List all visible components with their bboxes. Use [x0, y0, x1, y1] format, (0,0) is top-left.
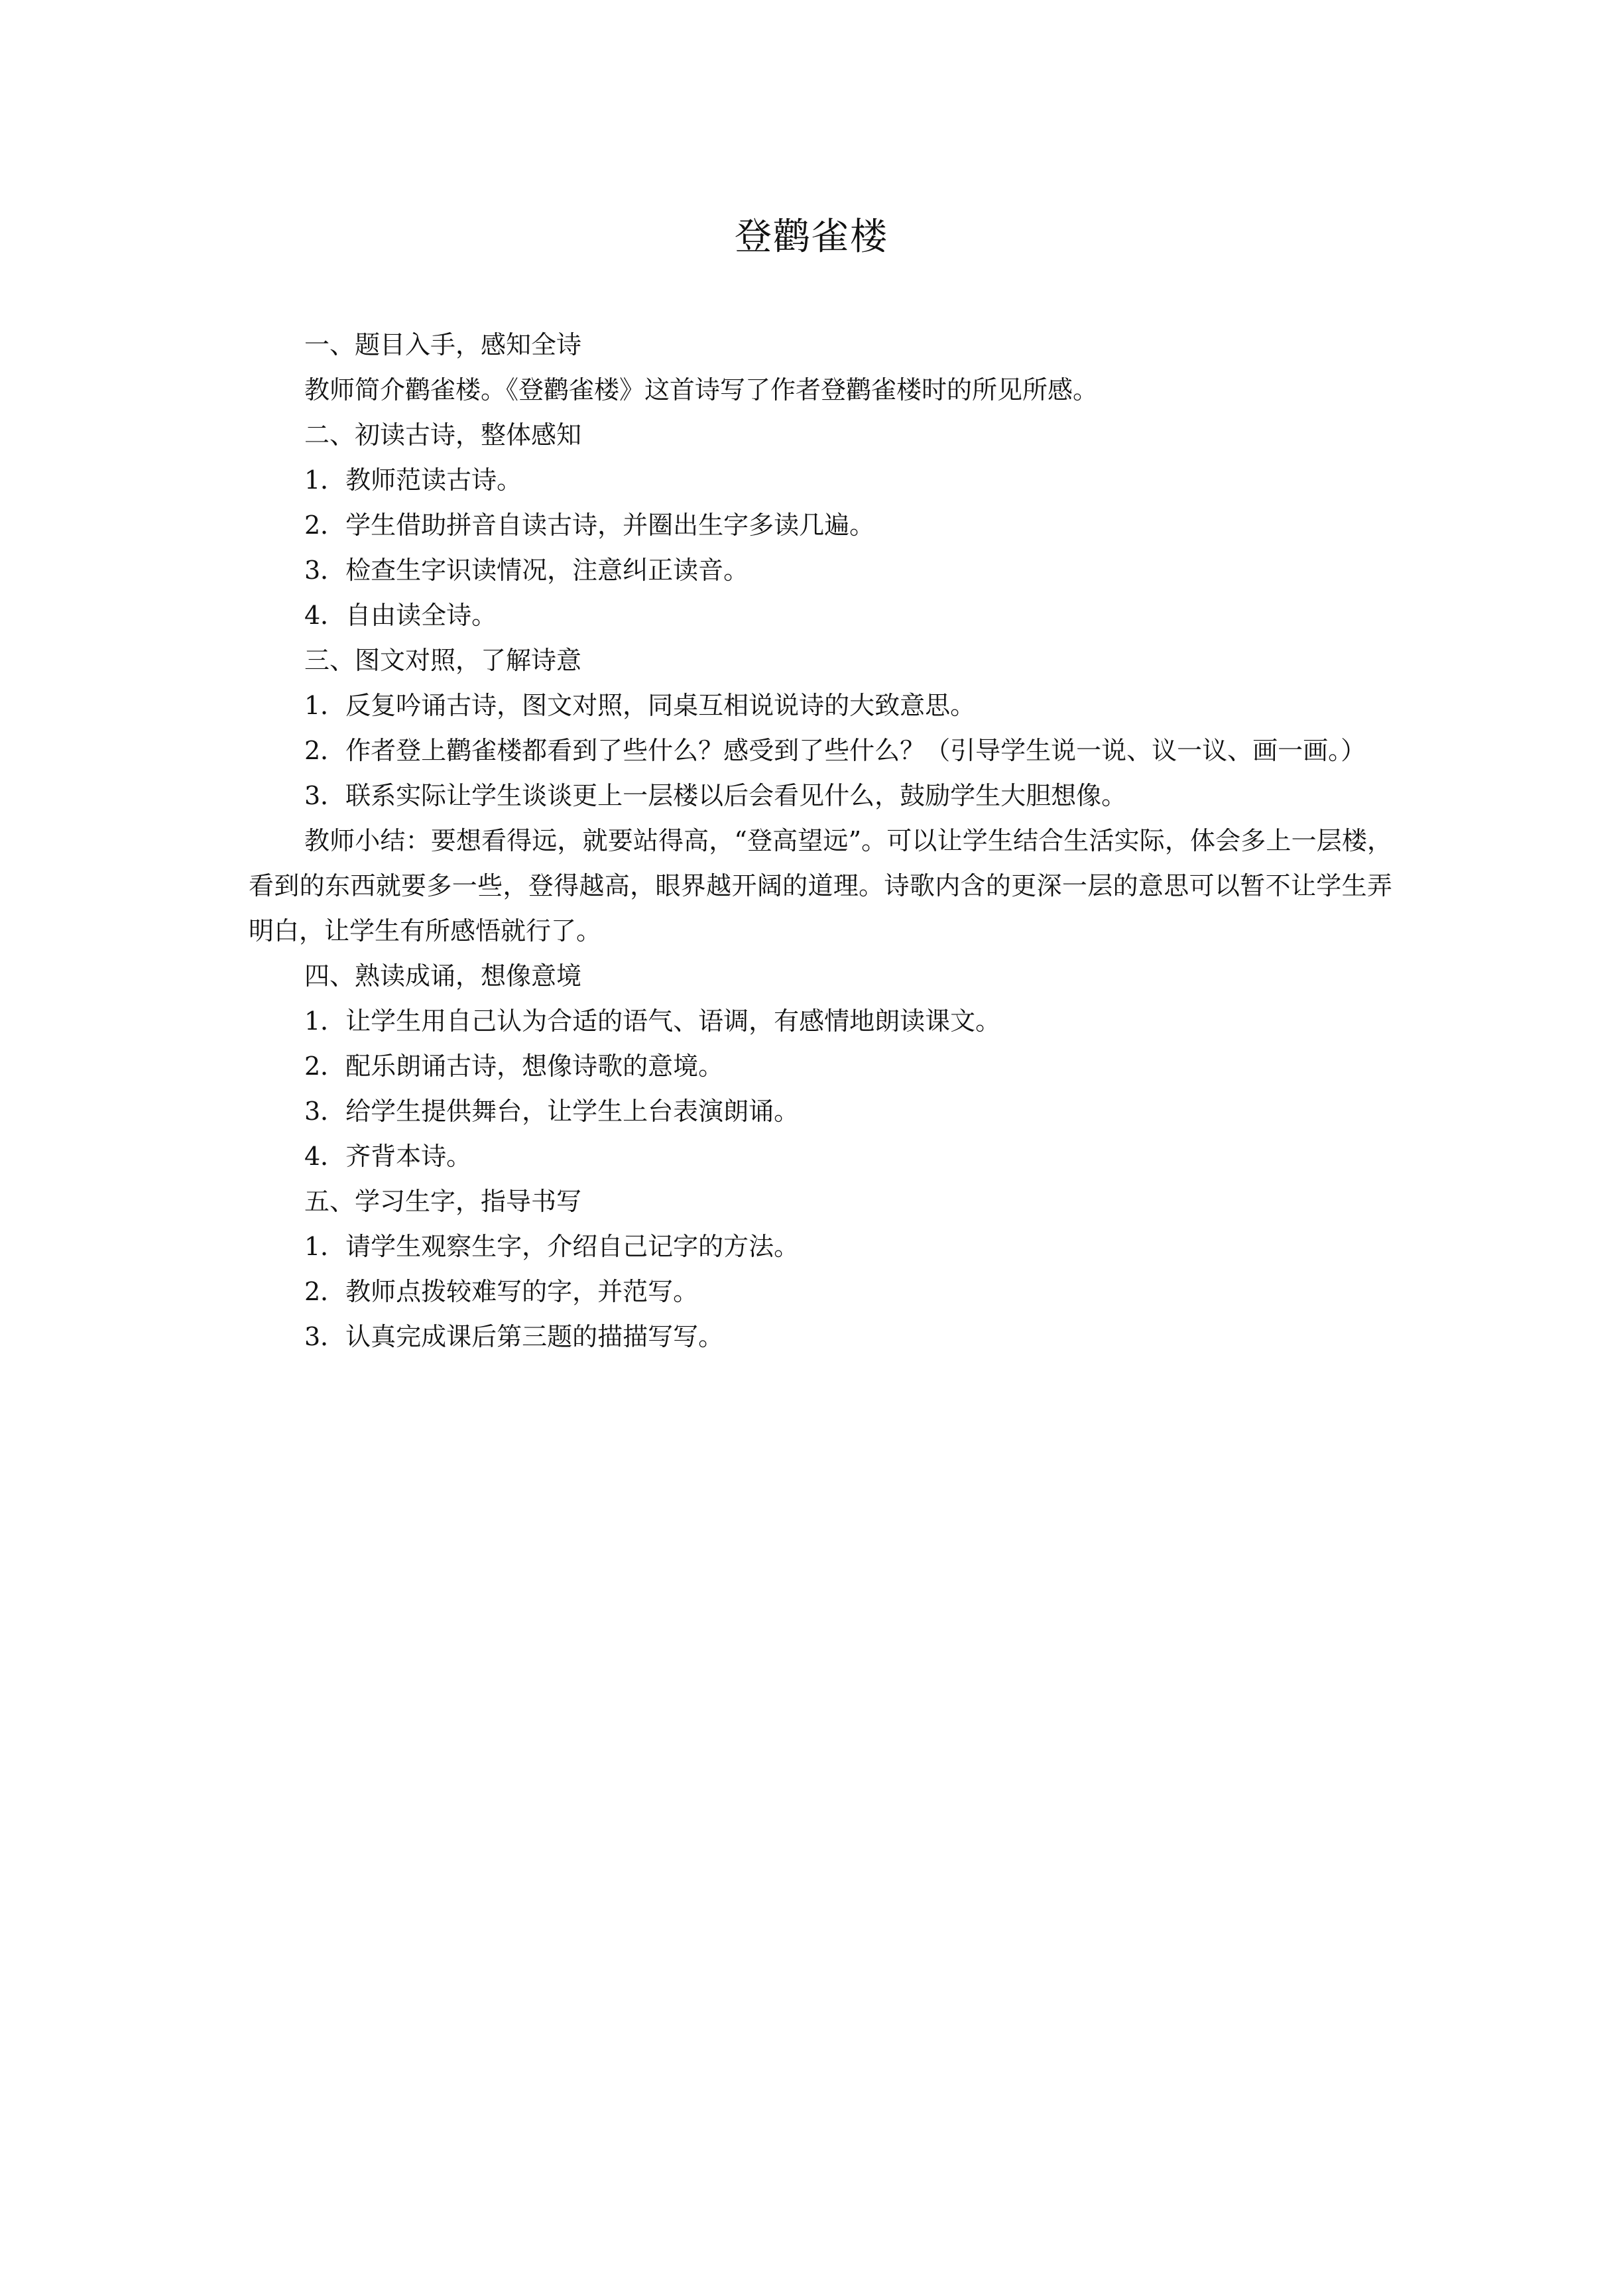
list-item: 4．齐背本诗。 — [304, 1142, 472, 1171]
list-item: 3．联系实际让学生谈谈更上一层楼以后会看见什么，鼓励学生大胆想像。 — [304, 781, 1127, 810]
list-item: 1．反复吟诵古诗，图文对照，同桌互相说说诗的大致意思。 — [304, 691, 976, 720]
list-item: 1．让学生用自己认为合适的语气、语调，有感情地朗读课文。 — [304, 1006, 1001, 1036]
document-body — [249, 322, 1392, 1359]
list-item: 3．检查生字识读情况，注意纠正读音。 — [304, 556, 749, 585]
document-title: 登鹳雀楼 — [735, 215, 888, 259]
list-item: 4．自由读全诗。 — [304, 601, 497, 630]
teacher-summary-paragraph: 教师小结：要想看得远，就要站得高，“登高望远”。可以让学生结合生活实际，体会多上一层楼，看到的东西就要多一些，登得越高，眼界越开阔的道理。诗歌内含的更深一层的意思可以暂不让学生弄明白，让学生有所感悟就行了。 — [249, 826, 1392, 945]
section-heading-2: 二、初读古诗，整体感知 — [304, 420, 582, 450]
list-item: 2．学生借助拼音自读古诗，并圈出生字多读几遍。 — [304, 511, 875, 540]
list-item: 2．教师点拨较难写的字，并范写。 — [304, 1277, 699, 1306]
section-heading-3: 三、图文对照，了解诗意 — [304, 646, 582, 675]
paragraph: 教师简介鹳雀楼。《登鹳雀楼》这首诗写了作者登鹳雀楼时的所见所感。 — [304, 375, 1099, 404]
list-item: 1．教师范读古诗。 — [304, 465, 522, 495]
list-item: 3．给学生提供舞台，让学生上台表演朗诵。 — [304, 1097, 800, 1126]
list-item: 2．作者登上鹳雀楼都看到了些什么？感受到了些什么？（引导学生说一说、议一议、画一画。） — [304, 736, 1366, 765]
section-heading-1: 一、题目入手，感知全诗 — [304, 330, 582, 359]
list-item: 1．请学生观察生字，介绍自己记字的方法。 — [304, 1232, 800, 1261]
list-item: 2．配乐朗诵古诗，想像诗歌的意境。 — [304, 1052, 724, 1081]
section-heading-5: 五、学习生字，指导书写 — [304, 1187, 582, 1216]
list-item: 3．认真完成课后第三题的描描写写。 — [304, 1322, 724, 1351]
section-heading-4: 四、熟读成诵，想像意境 — [304, 961, 582, 991]
